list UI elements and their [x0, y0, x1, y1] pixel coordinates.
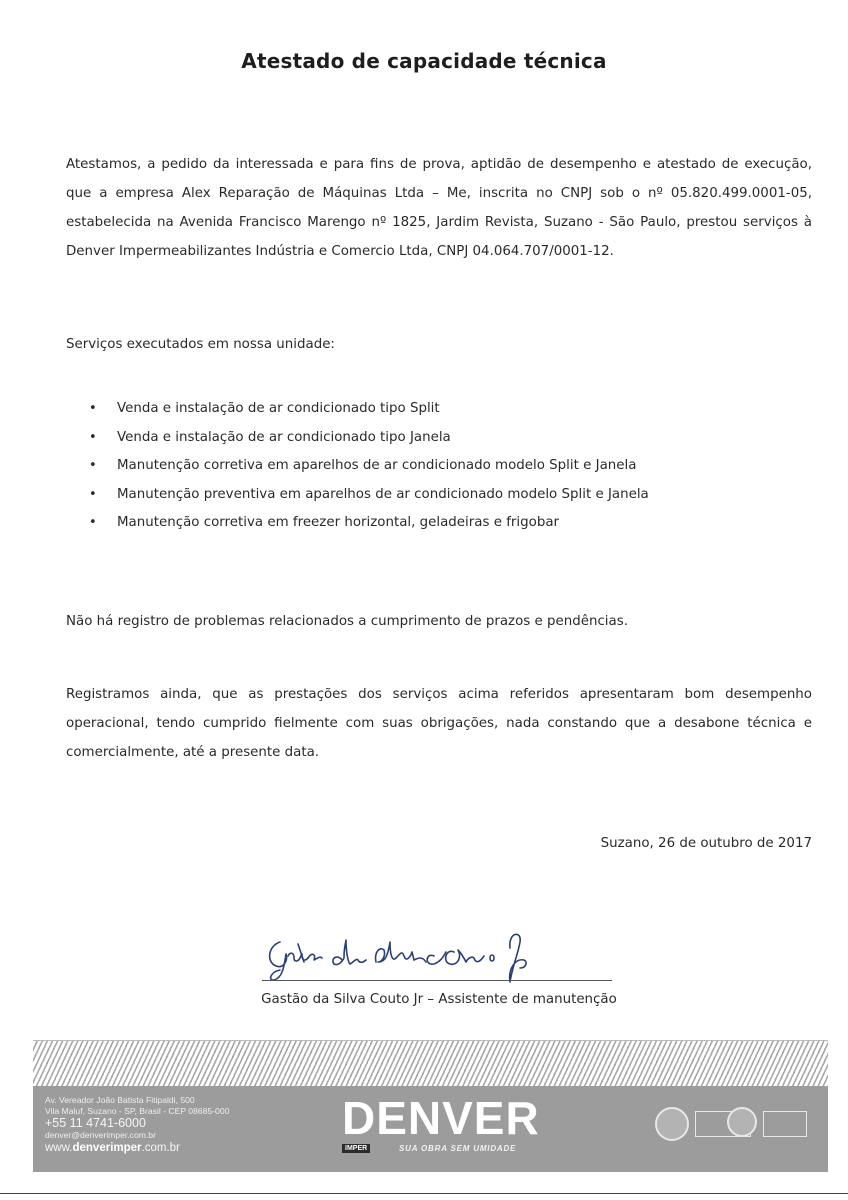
list-item: [89, 481, 649, 510]
service-text: Manutenção corretiva em aparelhos de ar condicionado modelo Split e Janela: [117, 458, 637, 473]
address-line: Av. Vereador João Batista Fitipaldi, 500: [45, 1095, 195, 1105]
email-address: denver@denverimper.com.br: [45, 1130, 156, 1140]
denver-logo: [342, 1092, 542, 1158]
website-brand: denverimper: [72, 1141, 142, 1154]
logo-slogan: SUA OBRA SEM UMIDADE: [399, 1144, 517, 1153]
list-item: [89, 509, 649, 538]
certification-seals: [623, 1102, 823, 1146]
bullet-icon: •: [89, 401, 97, 416]
signature-line: [262, 980, 612, 981]
services-list: [89, 395, 649, 538]
logo-wordmark: DENVER: [342, 1092, 540, 1144]
footer-band: [33, 1086, 828, 1172]
handwritten-signature: [258, 928, 618, 984]
website-suffix: .com.br: [141, 1141, 180, 1154]
no-issues-paragraph: Não há registro de problemas relacionados a cumprimento de prazos e pendências.: [66, 614, 628, 629]
service-text: Manutenção preventiva em aparelhos de ar condicionado modelo Split e Janela: [117, 486, 649, 502]
list-item: [89, 424, 649, 453]
service-text: Venda e instalação de ar condicionado tipo Split: [117, 401, 440, 416]
website-prefix: www.: [45, 1141, 73, 1154]
date-location: Suzano, 26 de outubro de 2017: [600, 836, 812, 851]
logo-sub-label: IMPER: [342, 1144, 370, 1153]
bullet-icon: •: [89, 515, 97, 530]
document-title: Atestado de capacidade técnica: [241, 49, 607, 73]
certification-seal-icon: [655, 1107, 689, 1141]
footer-address-block: [45, 1095, 229, 1156]
performance-paragraph: Registramos ainda, que as prestações dos serviços acima referidos apresentaram bom desempenho operacional, tendo cumprido fielmente com suas obrigações, nada constando que a desabone técnica e comercialmente, até a presente data.: [66, 687, 812, 760]
bullet-icon: •: [89, 486, 97, 502]
service-text: Manutenção corretiva em freezer horizontal, geladeiras e frigobar: [117, 515, 560, 530]
certification-seal-icon: [727, 1107, 757, 1137]
address-line: Vila Maluf, Suzano - SP, Brasil - CEP 08685-000: [45, 1105, 230, 1116]
list-item: [89, 452, 649, 481]
signer-name: Gastão da Silva Couto Jr – Assistente de manutenção: [261, 992, 617, 1007]
footer-hatch-pattern: [33, 1040, 828, 1087]
certification-badge-icon: [763, 1111, 807, 1137]
attestation-paragraph: Atestamos, a pedido da interessada e para fins de prova, aptidão de desempenho e atestado de execução, que a empresa Alex Reparação de Máquinas Ltda – Me, inscrita no CNPJ sob o nº 05.820.499.0001-05, estabelecida na Avenida Francisco Marengo nº 1825, Jardim Revista, Suzano - São Paulo, prestou serviços à Denver Impermeabilizantes Indústria e Comercio Ltda, CNPJ 04.064.707/0001-12.: [66, 157, 812, 259]
website-link: [45, 1141, 229, 1156]
services-intro: Serviços executados em nossa unidade:: [66, 337, 335, 352]
page-bottom-rule: [0, 1193, 848, 1194]
list-item: [89, 395, 649, 424]
phone-number: +55 11 4741-6000: [45, 1116, 146, 1130]
service-text: Venda e instalação de ar condicionado tipo Janela: [117, 429, 451, 445]
bullet-icon: •: [89, 429, 97, 445]
bullet-icon: •: [89, 458, 97, 473]
